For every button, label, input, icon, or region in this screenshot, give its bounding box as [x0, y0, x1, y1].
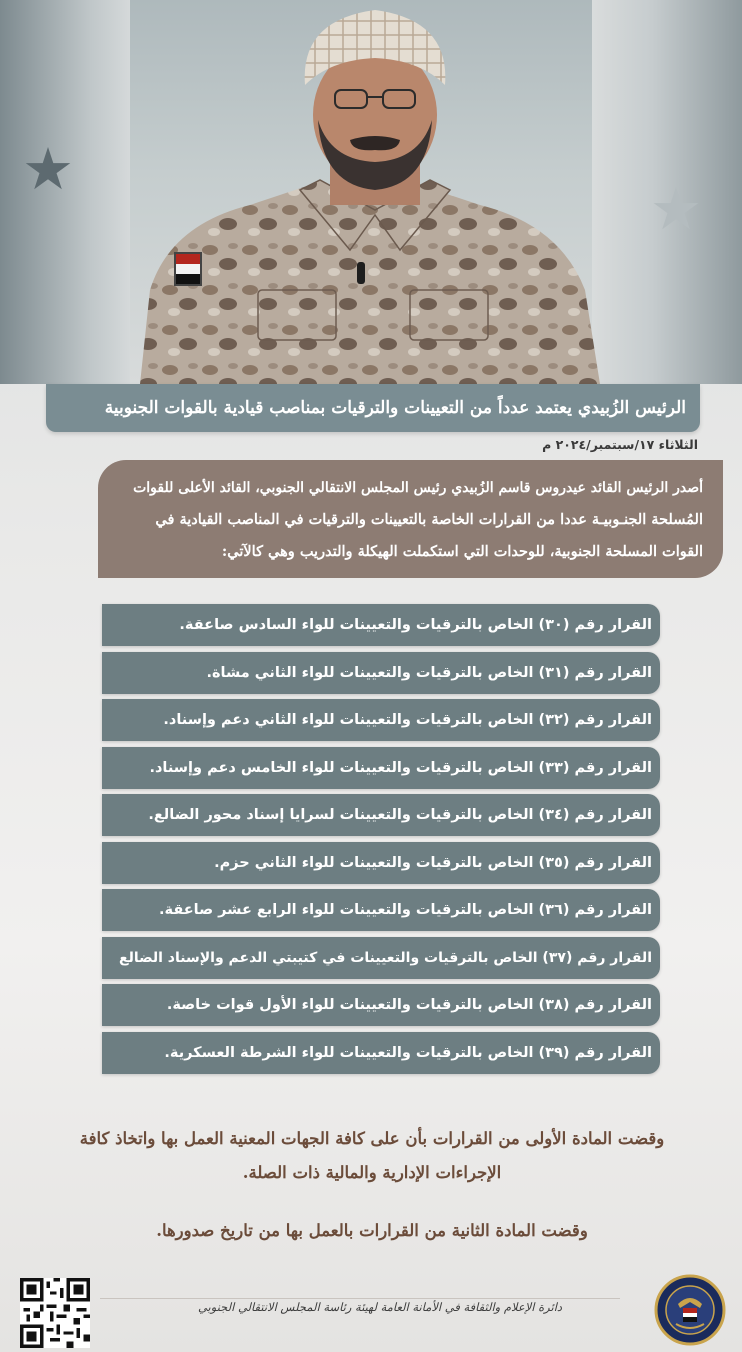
decision-text: القرار رقم (٣٦) الخاص بالترقيات والتعيينات للواء الرابع عشر صاعقة.: [159, 902, 652, 918]
footer-credit: دائرة الإعلام والثقافة في الأمانة العامة لهيئة رئاسة المجلس الانتقالي الجنوبي: [197, 1300, 563, 1314]
intro-box: [98, 460, 723, 578]
decision-text: القرار رقم (٣١) الخاص بالترقيات والتعيينات للواء الثاني مشاة.: [206, 664, 652, 681]
star-icon: ★: [650, 175, 702, 243]
intro-line: أصدر الرئيس القائد عيدروس قاسم الزُبيدي رئيس المجلس الانتقالي الجنوبي، القائد الأعلى للقوات: [133, 480, 703, 496]
decision-item: [102, 1032, 660, 1074]
intro-line: المُسلحة الجنـوبيـة عددا من القرارات الخاصة بالتعيينات والترقيات في المناصب القيادية في: [155, 511, 703, 528]
closing-line: الإجراءات الإدارية والمالية ذات الصلة.: [242, 1163, 502, 1182]
headline: الرئيس الزُبيدي يعتمد عدداً من التعيينات والترقيات بمناصب قيادية بالقوات الجنوبية: [104, 398, 686, 418]
decision-item: [102, 937, 660, 979]
decision-text: القرار رقم (٣٠) الخاص بالترقيات والتعيينات للواء السادس صاعقة.: [179, 617, 652, 633]
decision-text: القرار رقم (٣٨) الخاص بالترقيات والتعيينات للواء الأول قوات خاصة.: [166, 997, 652, 1013]
decision-text: القرار رقم (٣٥) الخاص بالترقيات والتعيينات للواء الثاني حزم.: [214, 854, 652, 871]
closing-line: وقضت المادة الأولى من القرارات بأن على كافة الجهات المعنية العمل بها واتخاذ كافة: [79, 1129, 665, 1148]
intro-line: القوات المسلحة الجنوبية، للوحدات التي استكملت الهيكلة والتدريب وهي كالآتي:: [221, 543, 703, 560]
decision-item: [102, 842, 660, 884]
decision-item: [102, 604, 660, 646]
decision-text: القرار رقم (٣٧) الخاص بالترقيات والتعيينات في كتيبتي الدعم والإسناد الضالع: [119, 949, 652, 966]
qr-code-icon: [20, 1278, 90, 1348]
decision-item: [102, 889, 660, 931]
footer-divider: [100, 1298, 620, 1299]
title-bar: [46, 384, 700, 432]
council-emblem-icon: [654, 1274, 726, 1346]
star-icon: ★: [22, 135, 74, 203]
decision-text: القرار رقم (٣٣) الخاص بالترقيات والتعيينات للواء الخامس دعم وإسناد.: [149, 759, 652, 776]
decision-item: [102, 984, 660, 1026]
decision-item: [102, 747, 660, 789]
decision-text: القرار رقم (٣٢) الخاص بالترقيات والتعيينات للواء الثاني دعم وإسناد.: [163, 712, 652, 728]
hero-photo: [0, 0, 742, 384]
portrait-image: [0, 0, 742, 384]
closing-line: وقضت المادة الثانية من القرارات بالعمل بها من تاريخ صدورها.: [156, 1221, 588, 1240]
decision-text: القرار رقم (٣٩) الخاص بالترقيات والتعيينات للواء الشرطة العسكرية.: [164, 1044, 652, 1061]
publish-date: الثلاثاء ١٧/سبتمبر/٢٠٢٤ م: [542, 437, 698, 452]
closing-paragraphs: [30, 1122, 714, 1248]
decision-item: [102, 699, 660, 741]
decision-item: [102, 794, 660, 836]
decision-text: القرار رقم (٣٤) الخاص بالترقيات والتعيينات لسرايا إسناد محور الضالع.: [148, 807, 652, 823]
decision-item: [102, 652, 660, 694]
decisions-list: [102, 604, 660, 1079]
